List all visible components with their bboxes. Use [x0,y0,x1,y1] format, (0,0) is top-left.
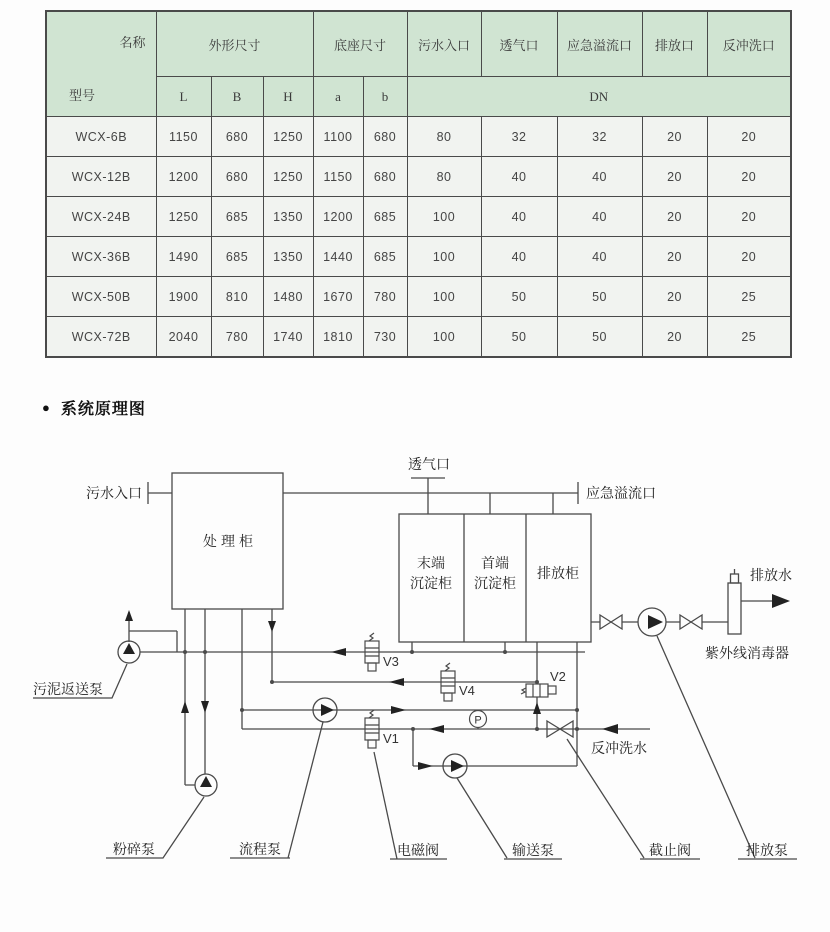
model-cell: WCX-72B [46,317,156,358]
arrow-left-icon [331,648,346,656]
value-cell: 50 [557,317,642,358]
leader-solenoid [374,752,447,859]
value-cell: 20 [642,197,707,237]
value-cell: 1350 [263,237,313,277]
dn-header-cell: DN [407,77,791,117]
uv-sterilizer-body [728,583,741,634]
overflow-label: 应急溢流口 [586,487,656,502]
value-cell: 680 [211,157,263,197]
process-pump-label: 流程泵 [239,843,281,858]
value-cell: 50 [557,277,642,317]
compartment-stub-pipes [412,642,505,652]
value-cell: 25 [707,277,791,317]
valve-v4-label: V4 [459,683,475,698]
value-cell: 730 [363,317,407,358]
model-cell: WCX-36B [46,237,156,277]
discharge-cabinet-label: 排放柜 [537,567,579,582]
solenoid-valve-v2-icon [521,684,556,697]
value-cell: 680 [211,117,263,157]
value-cell: 1150 [156,117,211,157]
value-cell: 1440 [313,237,363,277]
front-sedimentation-label-1: 首端 [481,557,509,572]
value-cell: 50 [481,317,557,358]
value-cell: 20 [642,157,707,197]
arrow-right-icon [391,706,406,714]
value-cell: 1200 [313,197,363,237]
bullet-icon: ● [42,400,51,415]
value-cell: 780 [211,317,263,358]
model-cell: WCX-24B [46,197,156,237]
discharge-pump-icon [638,608,666,636]
leader-discharge-pump [657,636,797,859]
arrow-down-icon [268,621,276,632]
value-cell: 20 [642,237,707,277]
loop-verticals [413,642,577,766]
sewage-inlet-label: 污水入口 [86,487,142,502]
top-connectors [490,493,553,514]
value-cell: 100 [407,317,481,358]
arrow-up-icon [533,702,541,714]
value-cell: 40 [481,197,557,237]
treatment-cabinet-label: 处理柜 [203,535,257,550]
value-cell: 680 [363,117,407,157]
leader-stop-valve [567,739,700,859]
col-header-sewage-inlet: 污水入口 [407,11,481,77]
value-cell: 1740 [263,317,313,358]
uv-sterilizer-cap [731,574,739,583]
section-title-text: 系统原理图 [60,401,146,418]
value-cell: 685 [211,197,263,237]
col-header-a: a [313,77,363,117]
value-cell: 1900 [156,277,211,317]
end-sedimentation-label-2: 沉淀柜 [410,577,452,592]
value-cell: 1100 [313,117,363,157]
value-cell: 80 [407,117,481,157]
leader-process [230,722,323,858]
value-cell: 1250 [263,117,313,157]
corner-label-model: 型号 [69,88,96,103]
arrow-left-icon [389,678,404,686]
value-cell: 685 [363,237,407,277]
value-cell: 810 [211,277,263,317]
col-header-vent: 透气口 [481,11,557,77]
value-cell: 1810 [313,317,363,358]
value-cell: 1490 [156,237,211,277]
value-cell: 20 [707,197,791,237]
backwash-water-label: 反冲洗水 [591,742,647,757]
col-header-L: L [156,77,211,117]
discharge-water-label: 排放水 [750,569,792,584]
value-cell: 780 [363,277,407,317]
transfer-pump-label: 输送泵 [512,844,554,859]
arrow-right-icon [772,594,790,608]
col-header-B: B [211,77,263,117]
value-cell: 20 [707,157,791,197]
arrow-up-icon [125,610,133,621]
value-cell: 40 [557,157,642,197]
value-cell: 685 [211,237,263,277]
value-cell: 80 [407,157,481,197]
discharge-pump-label: 排放泵 [746,844,788,859]
value-cell: 1250 [156,197,211,237]
col-header-overflow: 应急溢流口 [557,11,642,77]
value-cell: 685 [363,197,407,237]
value-cell: 680 [363,157,407,197]
sludge-return-pump-icon [118,641,140,663]
col-group-outline-size: 外形尺寸 [156,11,313,77]
value-cell: 1200 [156,157,211,197]
stop-valve-label: 截止阀 [649,844,691,859]
front-sedimentation-label-2: 沉淀柜 [474,577,516,592]
valve-v2-label: V2 [550,669,566,684]
solenoid-valve-label: 电磁阀 [397,844,439,859]
value-cell: 1480 [263,277,313,317]
value-cell: 1150 [313,157,363,197]
value-cell: 40 [481,157,557,197]
value-cell: 25 [707,317,791,358]
value-cell: 100 [407,237,481,277]
value-cell: 40 [481,237,557,277]
value-cell: 50 [481,277,557,317]
crusher-pump-icon [195,774,217,796]
value-cell: 20 [642,277,707,317]
value-cell: 20 [707,117,791,157]
col-header-discharge: 排放口 [642,11,707,77]
value-cell: 20 [707,237,791,277]
inlet-pipe [148,482,172,504]
valve-v1-label: V1 [383,731,399,746]
value-cell: 20 [642,317,707,358]
arrow-left-icon [602,724,618,734]
value-cell: 1350 [263,197,313,237]
value-cell: 100 [407,277,481,317]
model-cell: WCX-50B [46,277,156,317]
model-cell: WCX-6B [46,117,156,157]
sludge-return-pump-label: 污泥返送泵 [33,683,103,698]
col-header-H: H [263,77,313,117]
arrow-right-icon [418,762,433,770]
value-cell: 32 [481,117,557,157]
arrow-up-icon [181,701,189,713]
value-cell: 2040 [156,317,211,358]
arrow-down-icon [201,701,209,713]
col-header-backwash: 反冲洗口 [707,11,791,77]
value-cell: 40 [557,237,642,277]
value-cell: 40 [557,197,642,237]
pipework [33,473,797,859]
vent-pipe [411,478,445,514]
pressure-gauge [470,711,487,730]
valve-v3-label: V3 [383,654,399,669]
col-group-base-size: 底座尺寸 [313,11,407,77]
col-header-b: b [363,77,407,117]
gate-valves [547,615,702,737]
cabinet-down-pipes [242,609,272,729]
model-cell: WCX-12B [46,157,156,197]
value-cell: 1250 [263,157,313,197]
crusher-pump-pipes [185,609,205,785]
vent-label: 透气口 [408,458,450,473]
arrow-left-icon [429,725,444,733]
value-cell: 32 [557,117,642,157]
valve-icon [600,615,622,629]
value-cell: 100 [407,197,481,237]
pumps [118,608,666,796]
sludge-return-pipe [129,612,177,652]
crusher-pump-label: 粉碎泵 [113,843,155,858]
corner-label-name: 名称 [119,35,146,50]
end-sedimentation-label-1: 末端 [417,557,445,572]
valve-icon [680,615,702,629]
value-cell: 20 [642,117,707,157]
uv-sterilizer-label: 紫外线消毒器 [705,647,789,662]
pressure-gauge-label: P [474,714,482,727]
value-cell: 1670 [313,277,363,317]
